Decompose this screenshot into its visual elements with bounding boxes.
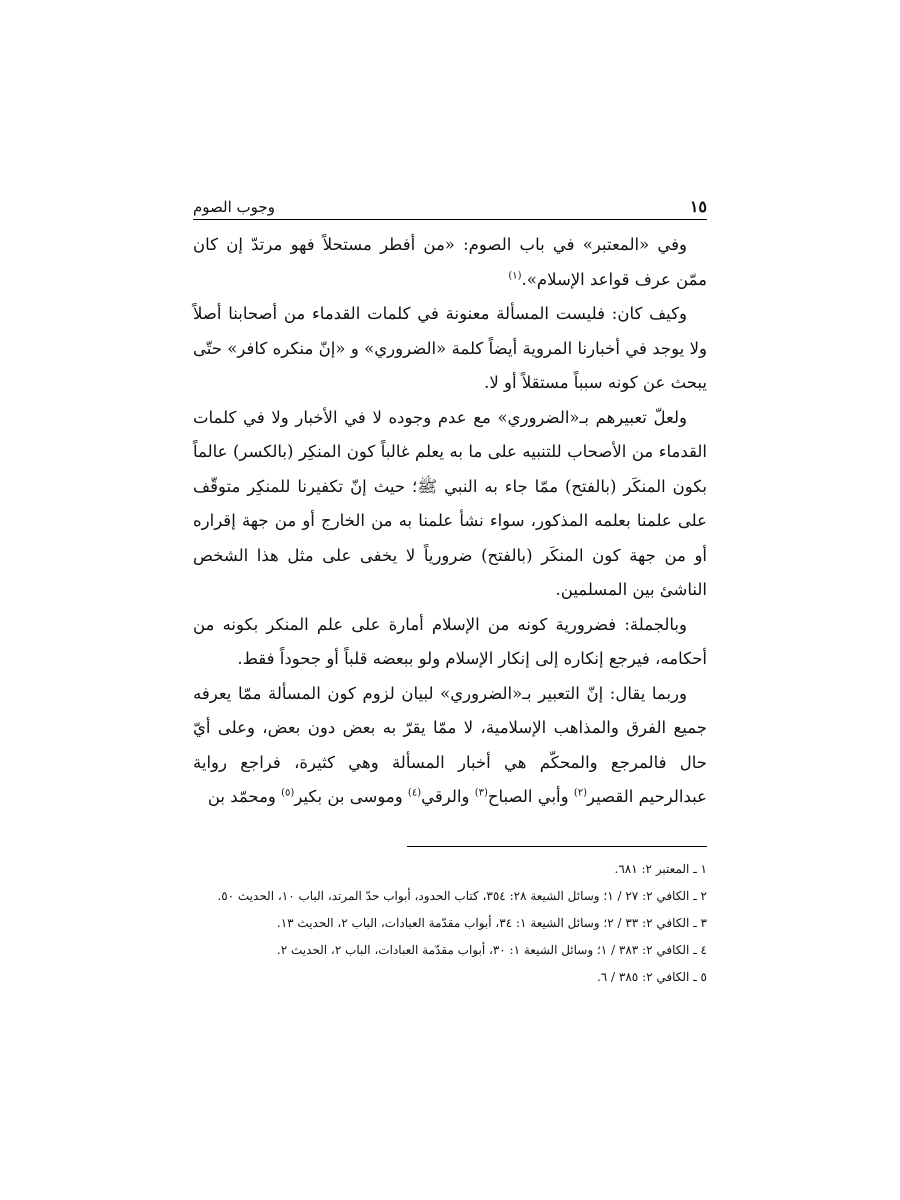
page-number: ١٥ [689, 197, 707, 216]
header-rule [193, 219, 707, 220]
paragraph: وربما يقال: إنّ التعبير بـ«الضروري» لبيان لزوم كون المسألة ممّا يعرفه جميع الفرق والمذاهب الإسلامية، لا ممّا يقرّ به بعض دون بعض، وعلى أيّ حال فالمرجع والمحكّم هي أخبار المسألة وهي كثيرة، فراجع رواية عبدالرحيم القصير$^{(٢)}$ وأبي الصباح$^{(٣)}$ والرقي$^{(٤)}$ وموسى بن بكير$^{(٥)}$ ومحمّد بن [193, 683, 707, 806]
main-text [193, 228, 707, 815]
footnote: ١ ـ المعتبر ٢: ٦٨١. [614, 862, 707, 876]
footnote: ٤ ـ الكافي ٢: ٣٨٣ / ١؛ وسائل الشيعة ١: ٣٠، أبواب مقدّمة العبادات، الباب ٢، الحديث ٢. [276, 943, 707, 957]
footnote-separator [407, 846, 707, 847]
footnote-ref[interactable]: (٣) [474, 787, 488, 799]
footnote-ref[interactable]: (٥) [281, 787, 295, 799]
footnote-ref[interactable]: (٤) [407, 787, 422, 799]
footnotes [193, 856, 707, 991]
footnote: ٢ ـ الكافي ٢: ٢٧ / ١؛ وسائل الشيعة ٢٨: ٣٥٤، كتاب الحدود، أبواب حدّ المرتد، الباب ١٠، الحديث ٥٠. [217, 889, 707, 903]
footnote-ref[interactable]: (١) [508, 270, 522, 281]
paragraph: وبالجملة: فضرورية كونه من الإسلام أمارة على علم المنكر بكونه من أحكامه، فيرجع إنكاره إلى إنكار الإسلام ولو ببعضه قلباً أو جحوداً فقط. [193, 614, 707, 668]
paragraph: وفي «المعتبر» في باب الصوم: «من أفطر مستحلاً فهو مرتدّ إن كان ممّن عرف قواعد الإسلام».$^{(١)}$ [193, 235, 707, 289]
chapter-title: وجوب الصوم [193, 198, 275, 216]
paragraph: وكيف كان: فليست المسألة معنونة في كلمات القدماء من أصحابنا أصلاً ولا يوجد في أخبارنا المروية أيضاً كلمة «الضروري» و «إنّ منكره كافر» حتّى يبحث عن كونه سبباً مستقلاً أو لا. [193, 304, 707, 392]
footnote: ٣ ـ الكافي ٢: ٣٣ / ٢؛ وسائل الشيعة ١: ٣٤، أبواب مقدّمة العبادات، الباب ٢، الحديث ١٣. [276, 916, 707, 930]
paragraph: ولعلّ تعبيرهم بـ«الضروري» مع عدم وجوده لا في الأخبار ولا في كلمات القدماء من الأصحاب للتنبيه على ما به يعلم غالباً كون المنكِر (بالكسر) عالماً بكون المنكَر (بالفتح) ممّا جاء به النبي ﷺ؛ حيث إنّ تكفيرنا للمنكِر متوقّف على علمنا بعلمه المذكور، سواء نشأ علمنا به من الخارج أو من جهة إقراره أو من جهة كون المنكَر (بالفتح) ضرورياً لا يخفى على مثل هذا الشخص الناشئ بين المسلمين. [193, 407, 707, 599]
running-header [193, 188, 707, 216]
footnote-ref[interactable]: (٢) [573, 787, 588, 799]
footnote: ٥ ـ الكافي ٢: ٣٨٥ / ٦. [596, 970, 707, 984]
